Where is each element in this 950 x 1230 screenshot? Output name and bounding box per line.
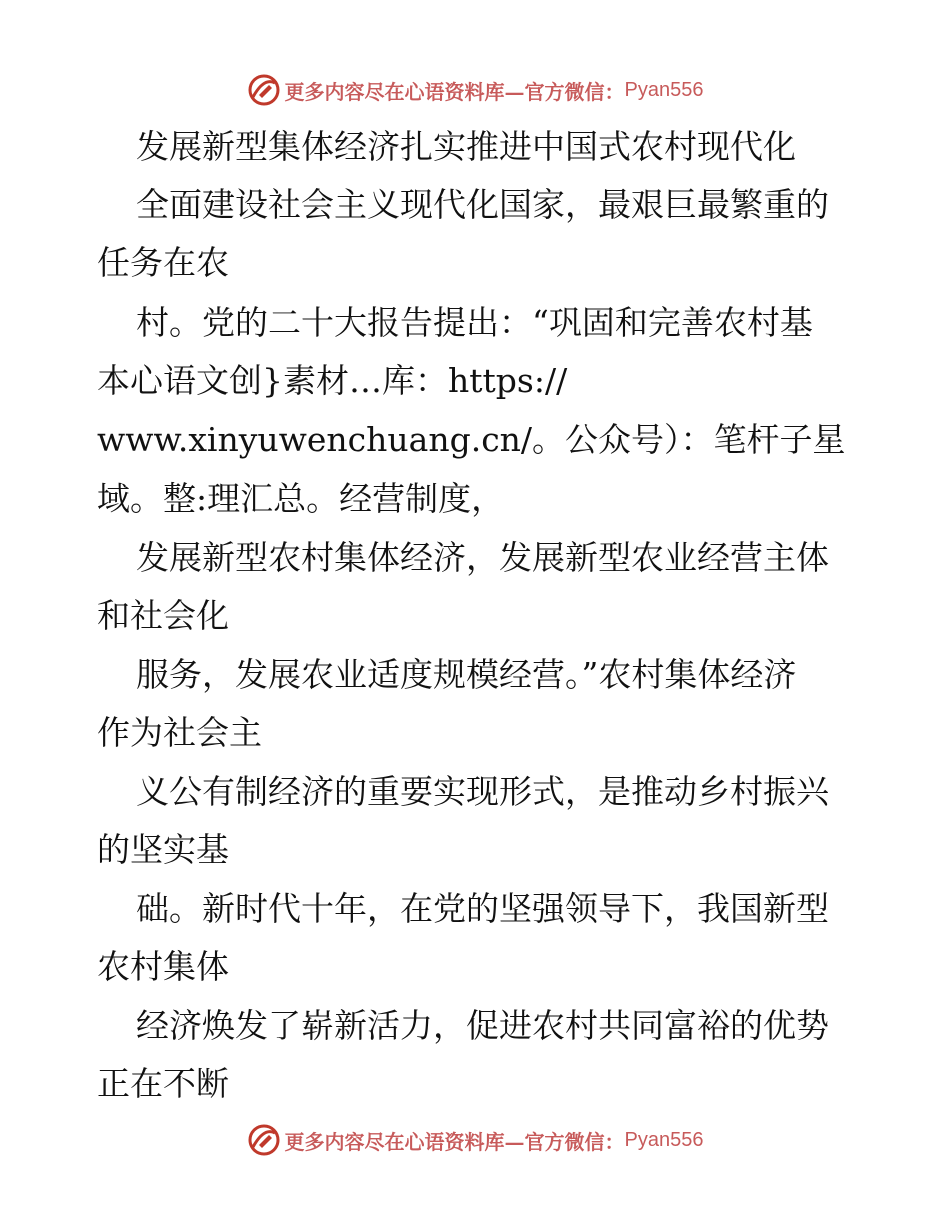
pen-logo-icon <box>247 1123 281 1157</box>
text-line: 域。整:理汇总。经营制度， <box>97 479 505 518</box>
watermark-text: 更多内容尽在心语资料库—官方微信： <box>284 79 625 104</box>
text-line: 作为社会主 <box>97 713 262 752</box>
text-line: 农村集体 <box>97 947 229 986</box>
document-title: 发展新型集体经济扎实推进中国式农村现代化 <box>136 127 796 166</box>
text-line: 本心语文创}素材…库：https:// <box>97 361 568 400</box>
text-line: 全面建设社会主义现代化国家，最艰巨最繁重的 <box>136 185 829 224</box>
watermark-text: 更多内容尽在心语资料库—官方微信： <box>284 1129 625 1154</box>
text-line: 础。新时代十年，在党的坚强领导下，我国新型 <box>136 889 829 928</box>
text-line: 和社会化 <box>97 596 229 635</box>
watermark-wechat-id: Pyan556 <box>624 78 704 101</box>
watermark-wechat-id: Pyan556 <box>624 1128 704 1151</box>
text-line: 经济焕发了崭新活力，促进农村共同富裕的优势 <box>136 1006 829 1045</box>
footer-watermark <box>0 1120 950 1160</box>
text-line: 服务，发展农业适度规模经营。”农村集体经济 <box>136 655 797 694</box>
text-line: 发展新型农村集体经济，发展新型农业经营主体 <box>136 538 829 577</box>
text-line: 村。党的二十大报告提出：“巩固和完善农村基 <box>136 303 813 342</box>
text-line: www.xinyuwenchuang.cn/。公众号）：笔杆子星 <box>97 420 846 459</box>
text-line: 义公有制经济的重要实现形式，是推动乡村振兴 <box>136 772 829 811</box>
header-watermark <box>0 70 950 110</box>
pen-logo-icon <box>247 73 281 107</box>
text-line: 的坚实基 <box>97 830 229 869</box>
text-line: 正在不断 <box>97 1064 229 1103</box>
text-line: 任务在农 <box>97 243 229 282</box>
